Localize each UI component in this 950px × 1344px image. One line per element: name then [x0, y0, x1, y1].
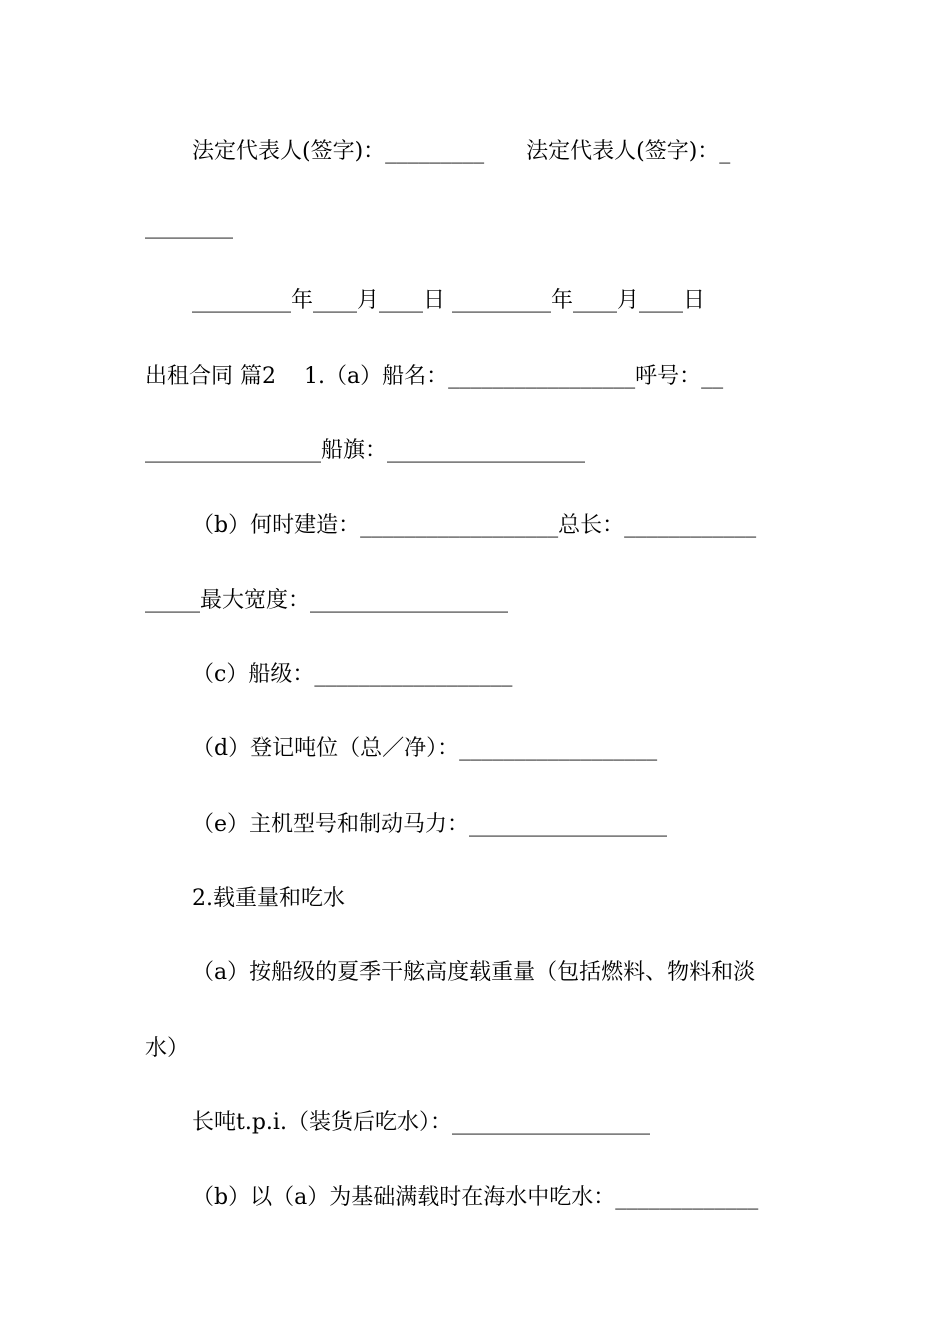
signature-line: 法定代表人(签字)：_________ 法定代表人(签字)：_: [192, 139, 731, 164]
max-breadth-line: _____最大宽度：__________________: [145, 588, 509, 613]
seawater-draft-line: （b）以（a）为基础满载时在海水中吃水：_____________: [192, 1185, 759, 1210]
contract-title-ship-name: 出租合同 篇2 1.（a）船名：_________________呼号：__: [145, 364, 724, 389]
ship-class-line: （c）船级：__________________: [192, 662, 513, 687]
call-sign-flag-line: ________________船旗：__________________: [145, 438, 586, 463]
date-line: _________年____月____日 _________年____月____日: [192, 288, 705, 313]
signature-line-continued: ________: [145, 214, 233, 239]
summer-deadweight-line-continued: 水）: [145, 1036, 190, 1061]
summer-deadweight-line: （a）按船级的夏季干舷高度载重量（包括燃料、物料和淡: [192, 960, 756, 985]
registered-tonnage-line: （d）登记吨位（总／净）：__________________: [192, 736, 658, 761]
build-date-length-line: （b）何时建造：__________________总长：____________: [192, 513, 757, 538]
long-ton-tpi-line: 长吨t.p.i.（装货后吃水）：__________________: [192, 1110, 650, 1135]
main-engine-line: （e）主机型号和制动马力：__________________: [192, 812, 668, 837]
section-heading-deadweight: 2.载重量和吃水: [192, 886, 345, 911]
